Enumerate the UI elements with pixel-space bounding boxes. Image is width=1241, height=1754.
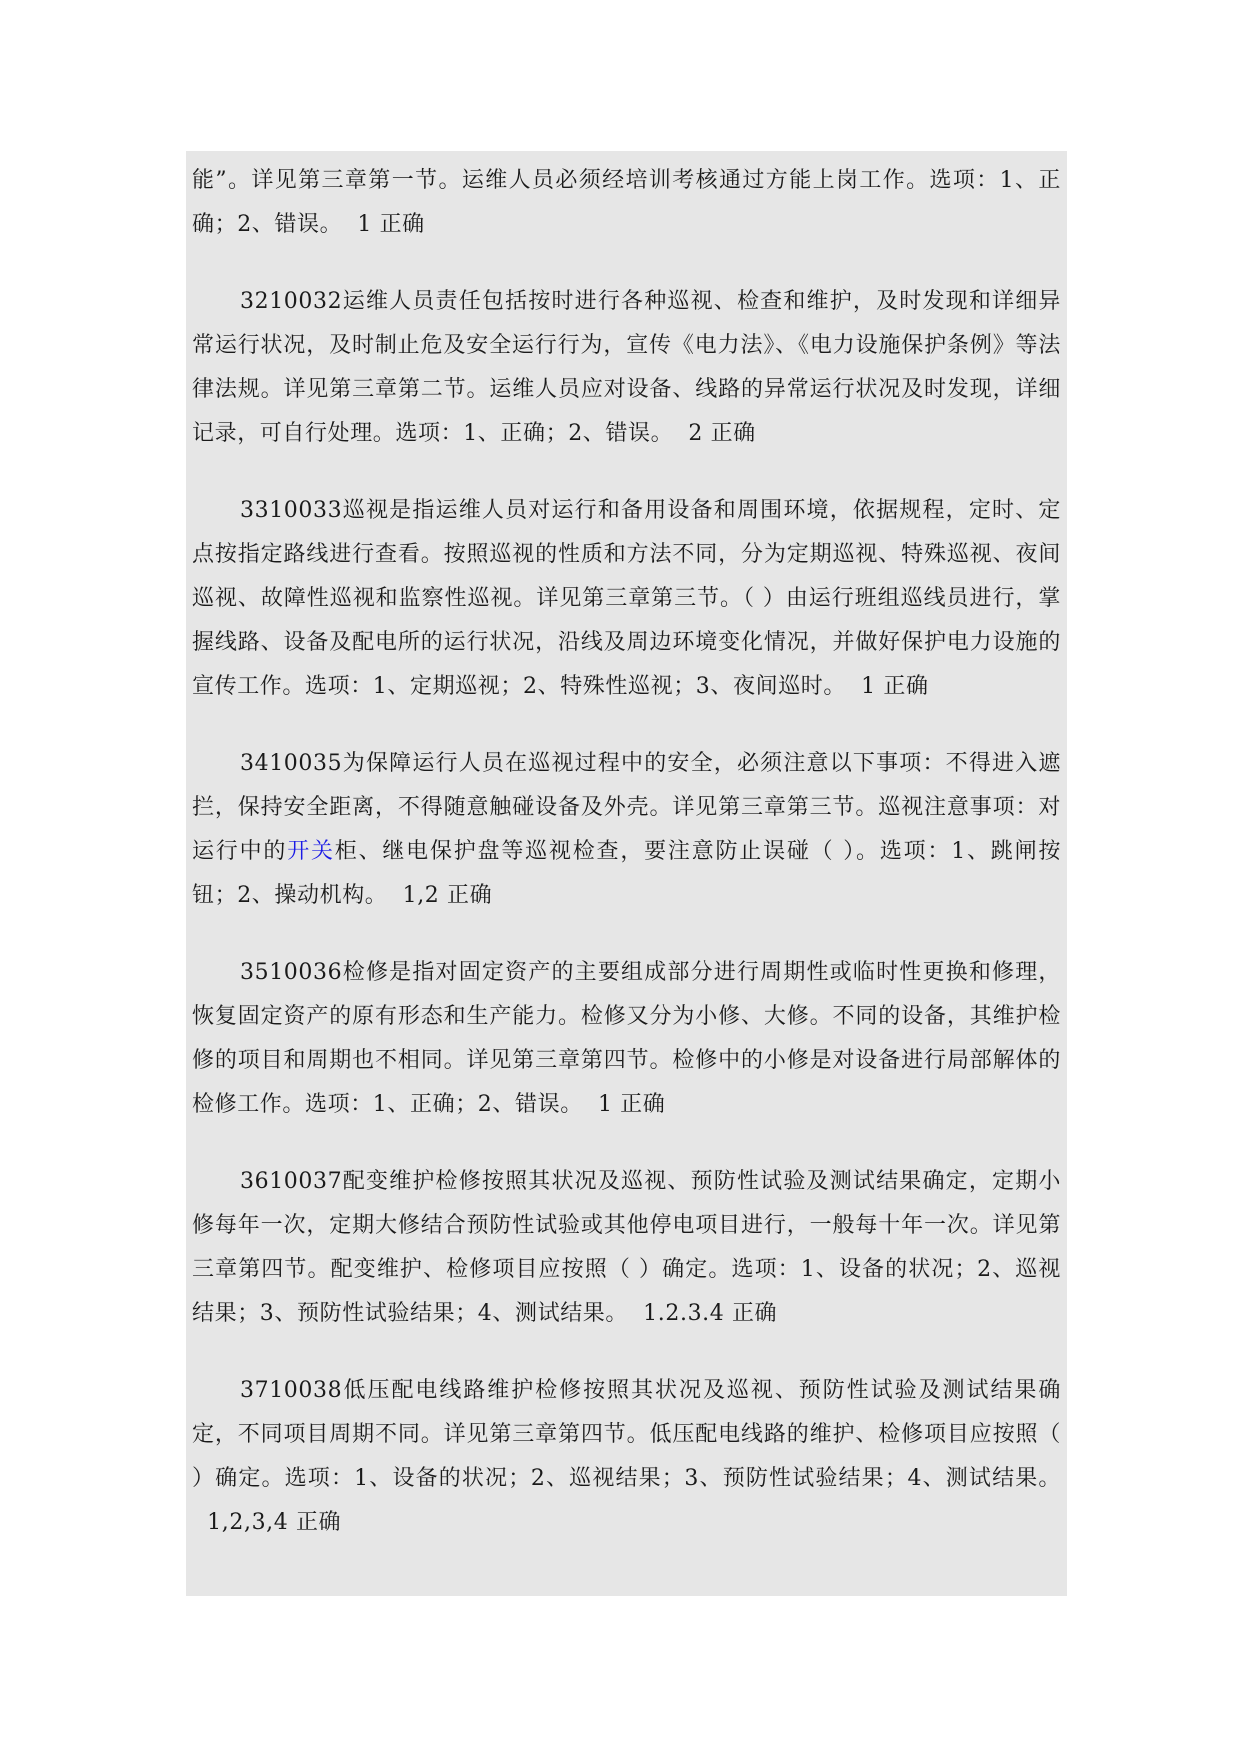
paragraph-3310033	[192, 489, 1061, 709]
paragraph-text: 3710038低压配电线路维护检修按照其状况及巡视、预防性试验及测试结果确定，不同项目周期不同。详见第三章第四节。低压配电线路的维护、检修项目应按照（ ）确定。选项：1、设备的状况；2、巡视结果；3、预防性试验结果；4、测试结果。	[192, 1378, 1061, 1491]
paragraph-text: 3210032运维人员责任包括按时进行各种巡视、检查和维护，及时发现和详细异常运行状况，及时制止危及安全运行行为，宣传《电力法》、《电力设施保护条例》等法律法规。详见第三章第二节。运维人员应对设备、线路的异常运行状况及时发现，详细记录，可自行处理。选项：1、正确；2、错误。	[192, 289, 1061, 446]
paragraph-continued	[192, 159, 1061, 247]
document-panel	[186, 151, 1067, 1596]
paragraph-answer: 2 正确	[673, 421, 756, 446]
paragraph-3210032	[192, 280, 1061, 456]
paragraph-text: 3510036检修是指对固定资产的主要组成部分进行周期性或临时性更换和修理，恢复固定资产的原有形态和生产能力。检修又分为小修、大修。不同的设备，其维护检修的项目和周期也不相同。详见第三章第四节。检修中的小修是对设备进行局部解体的检修工作。选项：1、正确；2、错误。	[192, 960, 1061, 1117]
paragraph-text-after-link: 柜、继电保护盘等巡视检查，要注意防止误碰（ ）。选项：1、跳闸按钮；2、操动机构。	[192, 839, 1061, 908]
paragraph-text-before-link: 3410035为保障运行人员在巡视过程中的安全，必须注意以下事项：不得进入遮拦，保持安全距离，不得随意触碰设备及外壳。详见第三章第三节。巡视注意事项：对运行中的	[192, 751, 1061, 864]
paragraph-text: 能”。详见第三章第一节。运维人员必须经培训考核通过方能上岗工作。选项：1、正确；2、错误。	[192, 168, 1061, 237]
paragraph-3410035	[192, 742, 1061, 918]
paragraph-3710038	[192, 1369, 1061, 1545]
paragraph-text: 3310033巡视是指运维人员对运行和备用设备和周围环境，依据规程，定时、定点按指定路线进行查看。按照巡视的性质和方法不同，分为定期巡视、特殊巡视、夜间巡视、故障性巡视和监察性巡视。详见第三章第三节。（ ）由运行班组巡线员进行，掌握线路、设备及配电所的运行状况，沿线及周边环境变化情况，并做好保护电力设施的宣传工作。选项：1、定期巡视；2、特殊性巡视；3、夜间巡时。	[192, 498, 1061, 699]
paragraph-answer: 1 正确	[846, 674, 929, 699]
paragraph-3510036	[192, 951, 1061, 1127]
paragraph-answer: 1,2 正确	[387, 883, 493, 908]
paragraph-3610037	[192, 1160, 1061, 1336]
paragraph-answer: 1 正确	[342, 212, 425, 237]
switch-link[interactable]: 开关	[287, 839, 335, 864]
paragraph-answer: 1,2,3,4 正确	[192, 1510, 342, 1535]
paragraph-answer: 1 正确	[582, 1092, 666, 1117]
paragraph-text: 3610037配变维护检修按照其状况及巡视、预防性试验及测试结果确定，定期小修每年一次，定期大修结合预防性试验或其他停电项目进行，一般每十年一次。详见第三章第四节。配变维护、检修项目应按照（ ）确定。选项：1、设备的状况；2、巡视结果；3、预防性试验结果；4、测试结果。	[192, 1169, 1061, 1326]
paragraph-answer: 1.2.3.4 正确	[628, 1301, 778, 1326]
